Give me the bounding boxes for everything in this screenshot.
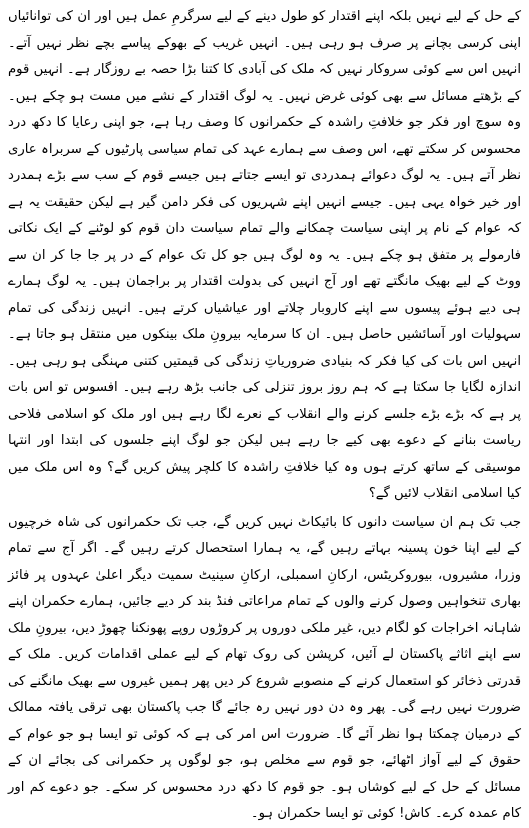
paragraph-2: جب تک ہم ان سیاست دانوں کا بائیکاٹ نہیں کریں گے، جب تک حکمرانوں کی شاہ خرچیوں کے لیے اپنا خون پسینہ بہاتے رہیں گے، یہ ہمارا استحصال کرتے رہیں گے۔ اگر آج سے تمام وزرا، مشیروں، بیوروکریٹس، ارکانِ اسمبلی، ارکانِ سینیٹ سمیت دیگر اعلیٰ عہدوں پر فائز بھاری تنخواہیں وصول کرنے والوں کے تمام مراعاتی فنڈ بند کر دیے جائیں، ہمارے حکمران اپنے شاہانہ اخراجات کو لگام دیں، غیر ملکی دوروں پر کروڑوں روپے پھونکنا چھوڑ دیں، بیرونِ ملک سے اپنے اثاثے پاکستان لے آئیں، کرپشن کی روک تھام کے لیے عملی اقدامات کریں۔ ملک کے قدرتی ذخائر کو استعمال کرنے کے منصوبے شروع کر دیں پھر ہمیں غیروں سے بھیک مانگنے کی ضرورت نہیں رہے گی۔ پھر وہ دن دور نہیں رہ جائے گا جب پاکستان بھی ترقی یافتہ ممالک کے درمیان چمکتا ہوا نظر آئے گا۔ ضرورت اس امر کی ہے کہ کوئی تو ایسا ہو جو عوام کے حقوق کے لیے آواز اٹھائے، جو قوم سے مخلص ہو، جو لوگوں پر حکمرانی کی بجائے ان کے مسائل کے حل کے لیے کوشاں ہو۔ جو قوم کا دکھ درد محسوس کر سکے۔ جو دعوے کم اور کام عمدہ کرے۔ کاش! کوئی تو ایسا حکمران ہو۔: [8, 514, 521, 821]
paragraph-1: کے حل کے لیے نہیں بلکہ اپنے اقتدار کو طول دینے کے لیے سرگرمِ عمل ہیں اور ان کی توانائیاں اپنی کرسی بچانے پر صرف ہو رہی ہیں۔ انہیں غریب کے بھوکے پیاسے بچے نظر نہیں آتے۔ انہیں اس سے کوئی سروکار نہیں کہ ملک کی آبادی کا کتنا بڑا حصہ بے روزگار ہے۔ انہیں قوم کے بڑھتے مسائل سے بھی کوئی غرض نہیں۔ یہ لوگ اقتدار کے نشے میں مست ہو چکے ہیں۔ وہ سوچ اور فکر جو خلافتِ راشدہ کے حکمرانوں کا وصف رہا ہے، جو اپنی رعایا کا دکھ درد محسوس کر سکتے تھے، اس وصف سے ہمارے عہد کی تمام سیاسی پارٹیوں کے سربراہ عاری نظر آتے ہیں۔ یہ لوگ دعوائے ہمدردی تو ایسے جتاتے ہیں جیسے قوم کے سب سے بڑے ہمدرد اور خیر خواہ یہی ہیں۔ جیسے انہیں اپنے شہریوں کی فکر دامن گیر ہے لیکن حقیقت یہ ہے کہ عوام کے نام پر اپنی سیاست چمکانے والے تمام سیاست دان قوم کو لوٹنے کے ایک نکاتی فارمولے پر متفق ہو چکے ہیں۔ یہ وہ لوگ ہیں جو کل تک عوام کے در پر جا جا کر ان سے ووٹ کے لیے بھیک مانگتے تھے اور آج انہیں کی بدولت اقتدار پر براجمان ہیں۔ یہ لوگ ہمارے ہی دیے ہوئے پیسوں سے اپنے کاروبار چلاتے اور عیاشیاں کرتے ہیں۔ انہیں زندگی کی تمام سہولیات اور آسائشیں حاصل ہیں۔ ان کا سرمایہ بیرونِ ملک بینکوں میں منتقل ہو جاتا ہے۔ انہیں اس بات کی کیا فکر کہ بنیادی ضروریاتِ زندگی کی قیمتیں کتنی مہنگی ہو رہی ہیں۔ اندازہ لگایا جا سکتا ہے کہ ہم روز بروز تنزلی کی جانب بڑھ رہے ہیں۔ افسوس تو اس بات پر ہے کہ بڑے بڑے جلسے کرنے والے انقلاب کے نعرے لگا رہے ہیں اور ملک کو اسلامی فلاحی ریاست بنانے کے دعوے بھی کیے جا رہے ہیں لیکن جو لوگ اپنے جلسوں کی ابتدا اور انتہا موسیقی کے ساتھ کرتے ہوں وہ کیا خلافتِ راشدہ کا کلچر پیش کریں گے؟ وہ اس ملک میں کیا اسلامی انقلاب لائیں گے؟: [8, 9, 521, 501]
